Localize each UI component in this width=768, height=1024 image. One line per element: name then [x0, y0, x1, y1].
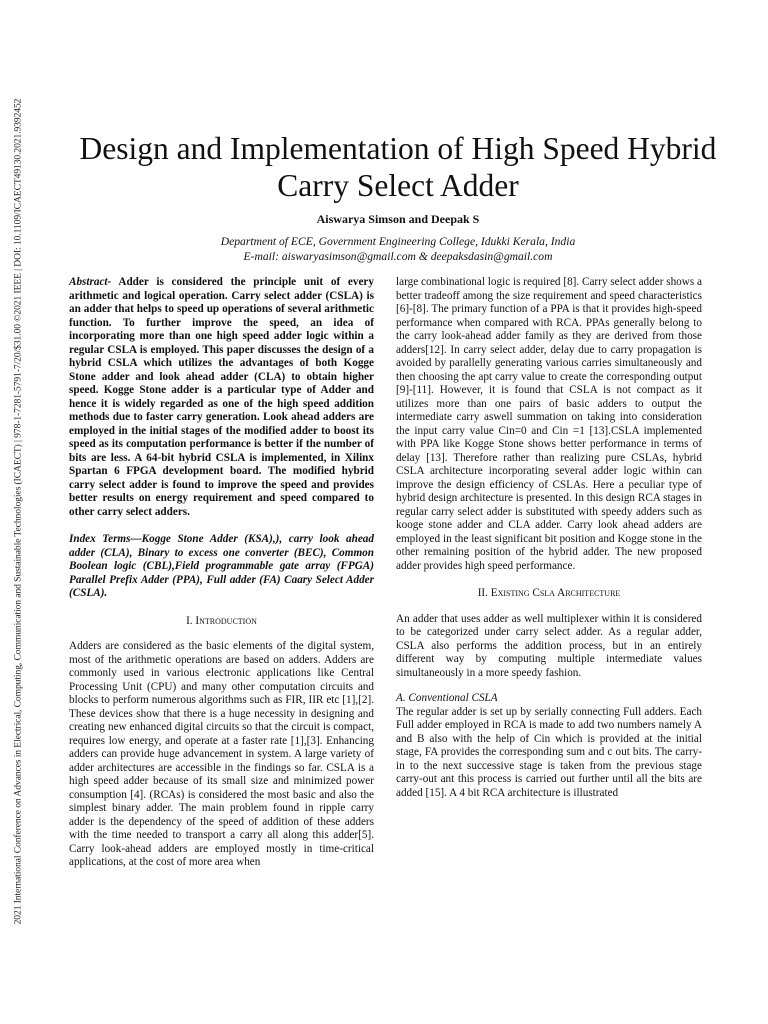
right-column — [396, 276, 702, 800]
authors: Aiswarya Simson and Deepak S — [316, 212, 480, 226]
introduction-body: Adders are considered as the basic elements of the digital system, most of the arithmetic operations are based on adders. Adders are commonly used in various electronic applications like Central Processing Unit (CPU) and many other computation circuits and blocks to perform numerous algorithms such as FIR, IIR etc [1],[2]. These devices show that there is a huge necessity in designing and creating new enhanced digital circuits so that the circuit is compact, requires low energy, and operate at a faster rate [1],[3]. Enhancing adders can provide huge advancement in system. A large variety of adder architectures are accessible in the findings so far. CSLA is a high speed adder because of its small size and minimized power consumption [4]. (RCAs) is considered the most basic and also the simplest binary adder. The main problem found in ripple carry adder is the dependency of the speed of addition of these adders with the time needed to transport a carry all along this adder[5]. Carry look-ahead adders are employed mostly in time-critical applications, at the cost of more area when — [69, 640, 374, 868]
left-column — [69, 276, 374, 870]
index-terms: Index Terms—Kogge Stone Adder (KSA),), carry look ahead adder (CLA), Binary to excess one converter (BEC), Common Boolean logic (CBL),Field programmable gate array (FPGA) Parallel Prefix Adder (PPA), Full adder (FA) Caary Select Adder (CSLA). — [69, 533, 374, 599]
affiliation: Department of ECE, Government Engineering College, Idukki Kerala, India — [220, 235, 576, 248]
email-line: E-mail: aiswaryasimson@gmail.com & deepaksdasin@gmail.com — [243, 250, 553, 263]
abstract — [69, 276, 374, 519]
introduction-continued: large combinational logic is required [8]. Carry select adder shows a better tradeoff among the size requirement and speed characteristics [6]-[8]. The primary function of a PPA is that it provides high-speed performance when compared with RCA. PPAs generally belong to the carry look-ahead adder family as they are derived from those adders[12]. In carry select adder, delay due to carry propagation is avoided by parallelly generating various carries simultaneously and then choosing the apt carry value to create the corresponding output [9]-[11]. However, it is found that CSLA is not compact as it utilizes more than one pairs of basic adders to output the intermediate carry aswell summation on taking into consideration the input carry value Cin=0 and Cin =1 [13].CSLA implemented with PPA like Kogge Stone shows better performance in terms of delay [13]. Therefore rather than realizing pure CSLAs, hybrid CSLA architecture incorporating several adder logic within can improve the design efficiency of CSLAs. Here a peculiar type of hybrid design architecture is presented. In this design RCA stages in regular carry select adder is substituted with speedy adders such as kooge stone adder and CLA adder. Carry look ahead adders are employed in the least significant bit position and Kogge stone in the other remaining position of the hybrid adder. The new proposed adder provides high speed performance. — [396, 276, 702, 572]
existing-csla-body: An adder that uses adder as well multiplexer within it is considered to be categorized under carry select adder. As a regular adder, CSLA also performs the addition process, but in an entirely different way by computing multiple intermediate values simultaneously in a more speedy fashion. — [396, 612, 702, 679]
paper-title: Design and Implementation of High Speed Hybrid Carry Select Adder — [79, 131, 717, 203]
affiliation-block — [60, 234, 736, 264]
section-heading-existing-csla: II. Existing Csla Architecture — [477, 587, 621, 599]
section-heading-introduction: I. Introduction — [186, 614, 257, 627]
abstract-text: Adder is considered the principle unit of every arithmetic and logical operation. Carry select adder (CSLA) is an adder that helps to speed up operations of several arithmetic function. To further improve the speed, an idea of incorporating more than one high speed adder logic within a regular CSLA is employed. This paper discusses the design of a hybrid CSLA which utilizes the advantages of both Kogge Stone adder and look ahead adder (CLA) to obtain higher speed. Kogge Stone adder is a particular type of Adder and hence it is widely regarded as one of the high speed addition methods due to faster carry generation. Look ahead adders are employed in the initial stages of the modified adder to boost its speed as its computation performance is better if the number of bits are less. A 64-bit hybrid CSLA is implemented, in Xilinx Spartan 6 FPGA development board. The modified hybrid carry select adder is found to improve the speed and provides better results on energy requirement and speed compared to other carry select adders. — [69, 276, 374, 518]
conventional-csla-body: The regular adder is set up by serially connecting Full adders. Each Full adder employed in RCA is made to add two numbers namely A and B also with the help of Cin which is provided at the initial stage, FA provides the corresponding sum and c out bits. The carry- in to the next successive stage is taken from the previous stage carry-out ant this process is carried out further until all the bits are added [15]. A 4 bit RCA architecture is illustrated — [396, 705, 702, 799]
abstract-lead: Abstract- — [69, 276, 112, 288]
subsection-heading-conventional-csla: A. Conventional CSLA — [396, 692, 498, 704]
conference-side-note — [10, 76, 26, 946]
doi-text: 2021 International Conference on Advances in Electrical, Computing, Communication and Sustainable Technologies (ICAECT) | 978-1-7281-5791-7/20/$31.00 ©2021 IEEE | DOI: 10.1109/ICAECT49130.2021.9392452 — [12, 98, 24, 924]
